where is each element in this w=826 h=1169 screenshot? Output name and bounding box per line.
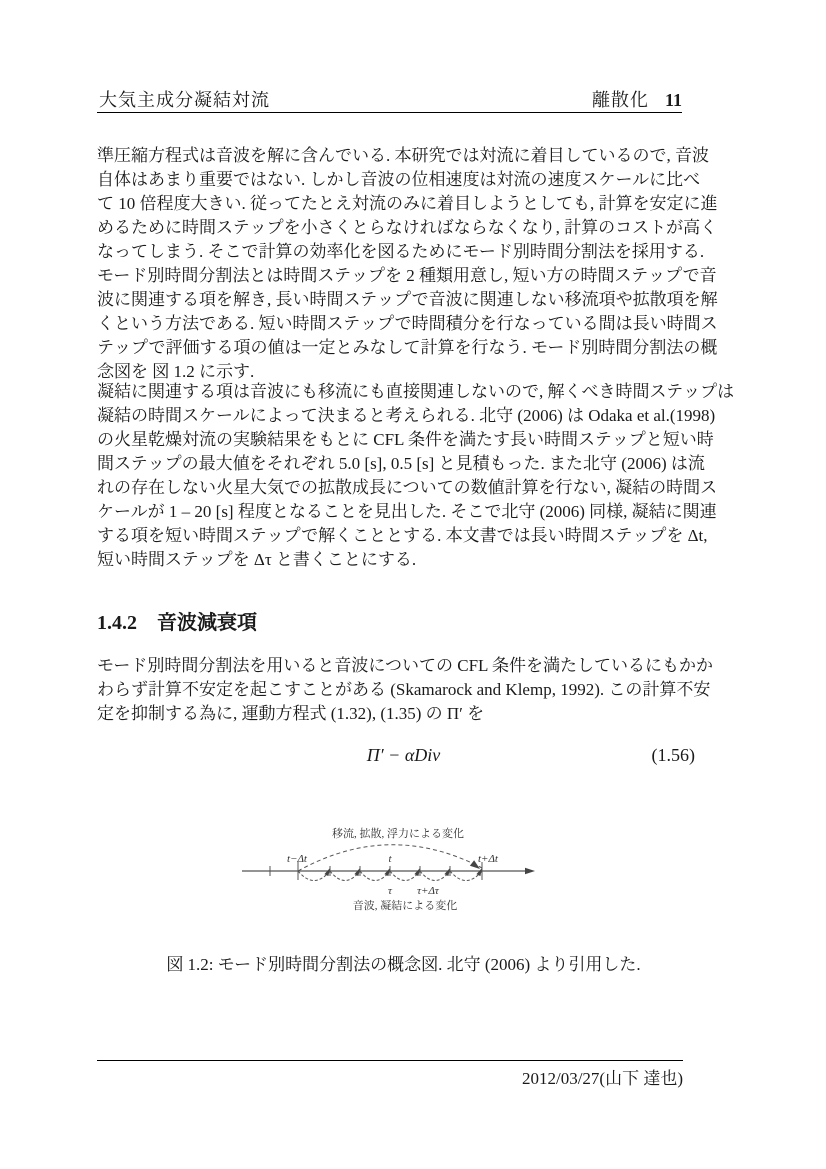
header-document-title: 大気主成分凝結対流: [99, 90, 270, 110]
body-line: くという方法である. 短い時間ステップで時間積分を行なっている間は長い時間ス: [97, 314, 718, 333]
body-line: めるために時間ステップを小さくとらなければならなくなり, 計算のコストが高く: [97, 218, 718, 237]
label-tau: τ: [388, 885, 392, 897]
short-arc-arrowhead: [384, 868, 390, 876]
body-line: する項を短い時間ステップで解くこととする. 本文書では長い時間ステップを Δt,: [97, 526, 708, 545]
footer-rule: [97, 1060, 683, 1061]
short-timestep-arc: [420, 871, 450, 881]
body-line: わらず計算不安定を起こすことがある (Skamarock and Klemp, 1992). この計算不安: [97, 680, 711, 699]
equation-number: (1.56): [651, 745, 695, 765]
short-timestep-arc: [390, 871, 420, 881]
header-chapter-pageno: [592, 86, 682, 112]
body-line: なってしまう. そこで計算の効率化を図るためにモード別時間分割法を採用する.: [97, 242, 705, 261]
short-arc-arrowhead: [354, 868, 360, 876]
body-line: 準圧縮方程式は音波を解に含んでいる. 本研究では対流に着目しているので, 音波: [97, 146, 709, 165]
short-timestep-arc: [298, 871, 330, 881]
short-timestep-arc: [360, 871, 390, 881]
body-line: 凝結に関連する項は音波にも移流にも直接関連しないので, 解くべき時間ステップは: [97, 382, 735, 401]
header-rule: [97, 112, 682, 113]
paragraph-mode-splitting: [97, 144, 718, 384]
section-number: 1.4.2: [97, 612, 137, 634]
equation-body: Π′ − αDiv: [366, 745, 441, 765]
short-arc-arrowhead: [444, 868, 450, 876]
label-tau-plus-dtau: τ+Δτ: [417, 885, 439, 897]
label-t-minus-dt: t−Δt: [287, 853, 307, 865]
body-line: 波に関連する項を解き, 長い時間ステップで音波に関連しない移流項や拡散項を解: [97, 290, 718, 309]
body-line: 自体はあまり重要ではない. しかし音波の位相速度は対流の速度スケールに比べ: [97, 170, 701, 189]
figure-time-splitting-diagram: [240, 818, 560, 923]
label-t: t: [388, 853, 392, 865]
short-arc-arrowhead: [324, 868, 330, 876]
body-line: ケールが 1 – 20 [s] 程度となることを見出した. そこで北守 (2006) 同様, 凝結に関連: [97, 502, 717, 521]
body-line: 間ステップの最大値をそれぞれ 5.0 [s], 0.5 [s] と見積もった. また北守 (2006) は流: [97, 454, 705, 473]
label-t-plus-dt: t+Δt: [478, 853, 498, 865]
paragraph-condensation-timestep: [97, 380, 735, 572]
figure-top-label: 移流, 拡散, 浮力による変化: [332, 828, 464, 840]
section-title: 音波減衰項: [157, 612, 257, 634]
short-arc-arrowhead: [476, 868, 482, 876]
figure-caption: 図 1.2: モード別時間分割法の概念図. 北守 (2006) より引用した.: [166, 955, 641, 974]
equation-1-56: [97, 745, 710, 766]
section-heading: [97, 606, 257, 635]
body-line: 定を抑制する為に, 運動方程式 (1.32), (1.35) の Π′ を: [97, 704, 485, 723]
timeline-diagram: [240, 818, 560, 923]
body-line: 念図を 図 1.2 に示す.: [97, 362, 255, 381]
figure-bottom-label: 音波, 凝結による変化: [352, 900, 458, 912]
body-line: テップで評価する項の値は一定とみなして計算を行なう. モード別時間分割法の概: [97, 338, 718, 357]
short-arc-arrowhead: [414, 868, 420, 876]
header-chapter-title: 離散化: [591, 90, 649, 110]
short-timestep-arc: [450, 871, 482, 881]
header-page-number: 11: [664, 90, 682, 110]
time-axis-arrowhead: [525, 868, 535, 875]
body-line: 凝結の時間スケールによって決まると考えられる. 北守 (2006) は Odaka et al.(1998): [97, 406, 716, 425]
body-line: れの存在しない火星大気での拡散成長についての数値計算を行ない, 凝結の時間ス: [97, 478, 718, 497]
body-line: モード別時間分割法を用いると音波についての CFL 条件を満たしているにもかか: [97, 656, 714, 675]
short-timestep-arc: [330, 871, 360, 881]
footer-date-author: 2012/03/27(山下 達也): [521, 1069, 683, 1088]
body-line: モード別時間分割法とは時間ステップを 2 種類用意し, 短い方の時間ステップで音: [97, 266, 717, 285]
body-line: の火星乾燥対流の実験結果をもとに CFL 条件を満たす長い時間ステップと短い時: [97, 430, 714, 449]
body-line: て 10 倍程度大きい. 従ってたとえ対流のみに着目しようとしても, 計算を安定に進: [97, 194, 718, 213]
paragraph-sound-damping: [97, 654, 713, 726]
body-line: 短い時間ステップを Δτ と書くことにする.: [97, 550, 417, 569]
